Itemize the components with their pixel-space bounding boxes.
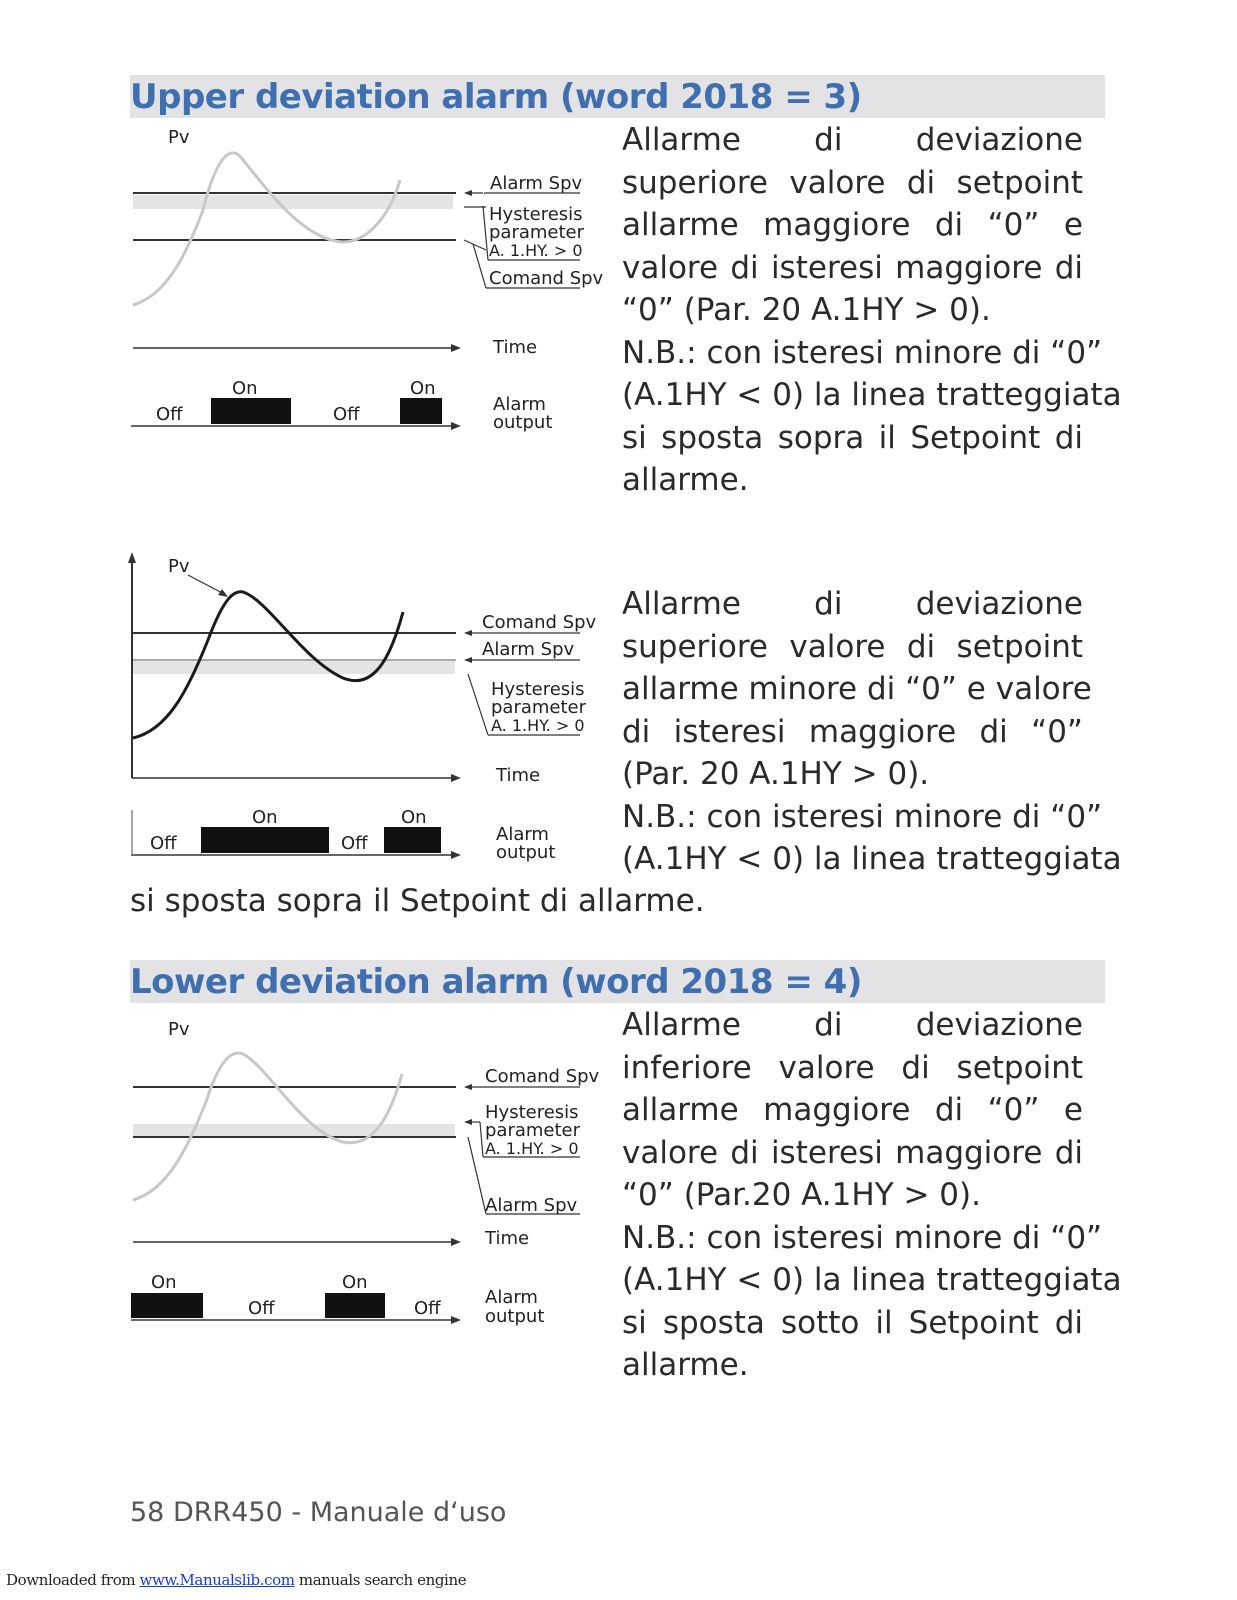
hysteresis-param-code: A. 1.HY. > 0 [489,241,583,260]
time-label: Time [485,1228,530,1249]
comand-spv-label: Comand Spv [489,268,604,289]
paragraph-upper-2 [622,583,1122,881]
text-line: allarme minore di “0” e valore [622,671,1092,707]
alarm-label: Alarm [493,394,546,415]
paragraph-upper-1 [622,119,1122,502]
text-line: “0” (Par.20 A.1HY > 0). [622,1177,981,1213]
text-line: (Par. 20 A.1HY > 0). [622,756,930,792]
diagram-upper-deviation-1 [128,120,618,450]
alarm-label: Alarm [485,1287,538,1308]
section-title: Upper deviation alarm (word 2018 = 3) [130,77,862,117]
text-line: “0” (Par. 20 A.1HY > 0). [622,292,991,328]
text-line: N.B.: con isteresi minore di “0” [622,334,1103,371]
time-label: Time [493,337,538,358]
state-off-label: Off [150,833,177,854]
download-footer [6,1571,466,1589]
state-on-label: On [151,1272,177,1293]
state-off-label: Off [414,1298,441,1319]
hysteresis-band [133,660,455,674]
state-on-label: On [410,378,436,399]
text-line: valore di isteresi maggiore di [622,1134,1083,1171]
pv-label: Pv [168,1019,190,1040]
output-label: output [493,412,553,433]
hysteresis-band [133,195,453,209]
alarm-on-block [131,1293,203,1318]
state-off-label: Off [156,404,183,425]
text-line: superiore valore di setpoint [622,164,1083,201]
alarm-on-block [201,827,329,853]
page-footer: 58 DRR450 - Manuale d‘uso [130,1497,507,1528]
text-line: allarme. [622,1347,749,1383]
hysteresis-label: Hysteresis [489,204,583,225]
section-header-upper [130,75,1105,118]
state-on-label: On [401,807,427,828]
comand-spv-label: Comand Spv [485,1066,600,1087]
section-header-lower [130,960,1105,1003]
text-line: N.B.: con isteresi minore di “0” [622,798,1103,835]
state-off-label: Off [333,404,360,425]
hysteresis-band [133,1124,455,1138]
state-on-label: On [232,378,258,399]
alarm-on-block [384,827,441,853]
download-suffix: manuals search engine [294,1571,467,1589]
parameter-label: parameter [485,1120,581,1141]
time-label: Time [496,765,541,786]
pv-label: Pv [168,556,190,577]
state-on-label: On [252,807,278,828]
output-label: output [485,1306,545,1327]
text-line: (A.1HY < 0) la linea tratteggiata [622,841,1122,877]
paragraph-lower [622,1004,1122,1387]
text-line: Allarme di deviazione [622,1007,1083,1043]
text-line: inferiore valore di setpoint [622,1049,1083,1086]
comand-spv-label: Comand Spv [482,612,597,633]
text-line: superiore valore di setpoint [622,628,1083,665]
section-title: Lower deviation alarm (word 2018 = 4) [130,962,862,1002]
alarm-on-block [211,398,291,424]
alarm-spv-label: Alarm Spv [490,173,583,194]
hysteresis-param-code: A. 1.HY. > 0 [485,1139,579,1158]
text-line: N.B.: con isteresi minore di “0” [622,1219,1103,1256]
alarm-on-block [325,1293,385,1318]
text-line: valore di isteresi maggiore di [622,249,1083,286]
parameter-label: parameter [489,222,585,243]
pv-curve [133,153,400,305]
diagram-lower-deviation [128,1012,618,1342]
alarm-label: Alarm [496,824,549,845]
state-off-label: Off [341,833,368,854]
hysteresis-param-code: A. 1.HY. > 0 [491,716,585,735]
pv-label: Pv [168,127,190,148]
state-off-label: Off [248,1298,275,1319]
download-prefix: Downloaded from [6,1571,140,1589]
text-line: si sposta sopra il Setpoint di allarme. [130,883,705,919]
diagram-upper-deviation-2 [128,550,618,870]
paragraph-upper-2-tail [130,880,730,923]
alarm-spv-label: Alarm Spv [482,639,575,660]
alarm-spv-label: Alarm Spv [485,1195,578,1216]
text-line: allarme maggiore di “0” e [622,1092,1083,1128]
state-on-label: On [342,1272,368,1293]
text-line: si sposta sotto il Setpoint di [622,1304,1083,1341]
manualslib-link[interactable]: www.Manualslib.com [139,1571,295,1589]
alarm-on-block [400,398,442,424]
text-line: (A.1HY < 0) la linea tratteggiata [622,1262,1122,1298]
text-line: allarme. [622,462,749,498]
text-line: di isteresi maggiore di “0” [622,713,1083,750]
text-line: Allarme di deviazione [622,586,1083,622]
parameter-label: parameter [491,697,587,718]
hysteresis-label: Hysteresis [491,679,585,700]
text-line: si sposta sopra il Setpoint di [622,419,1083,456]
text-line: (A.1HY < 0) la linea tratteggiata [622,377,1122,413]
hysteresis-label: Hysteresis [485,1102,579,1123]
output-label: output [496,842,556,863]
text-line: allarme maggiore di “0” e [622,207,1083,243]
text-line: Allarme di deviazione [622,122,1083,158]
